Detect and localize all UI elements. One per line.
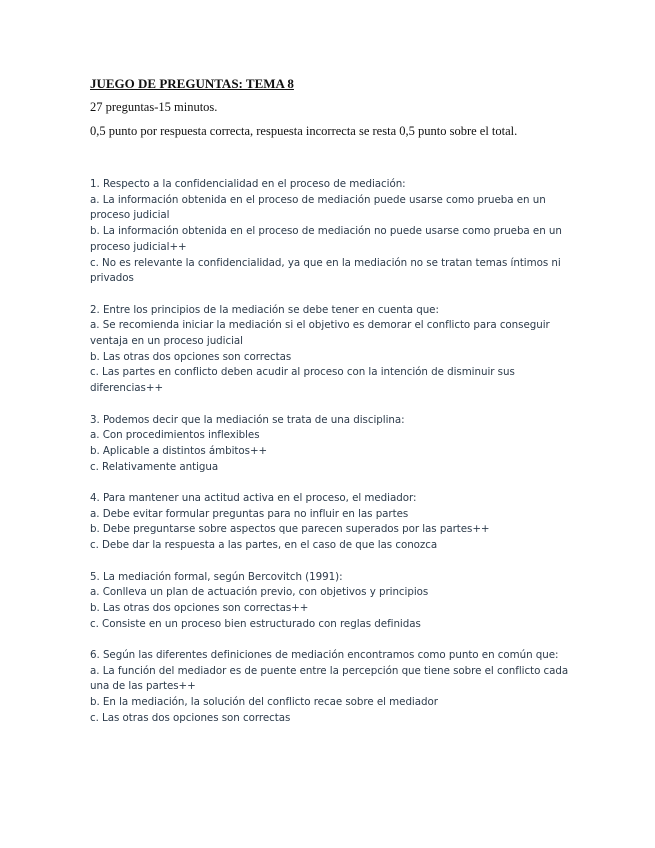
answer-option: b. Las otras dos opciones son correctas++ bbox=[90, 601, 309, 614]
question-block bbox=[90, 491, 570, 554]
answer-option: a. Debe evitar formular preguntas para no influir en las partes bbox=[90, 507, 409, 520]
question-text: 3. Podemos decir que la mediación se trata de una disciplina: bbox=[90, 413, 405, 426]
document-header bbox=[90, 76, 560, 148]
answer-option: a. La información obtenida en el proceso de mediación puede usarse como prueba en un proceso judicial bbox=[90, 193, 546, 222]
question-text: 5. La mediación formal, según Bercovitch (1991): bbox=[90, 570, 343, 583]
answer-option: b. Aplicable a distintos ámbitos++ bbox=[90, 444, 268, 457]
question-block bbox=[90, 648, 570, 727]
answer-option: b. La información obtenida en el proceso de mediación no puede usarse como prueba en un proceso judicial++ bbox=[90, 225, 562, 253]
answer-option: a. Se recomienda iniciar la mediación si el objetivo es demorar el conflicto para conseguir ventaja en un proceso judicial bbox=[90, 319, 550, 348]
answer-option: b. En la mediación, la solución del conflicto recae sobre el mediador bbox=[90, 696, 438, 709]
answer-option: b. Las otras dos opciones son correctas bbox=[90, 350, 292, 363]
answer-option: c. No es relevante la confidencialidad, ya que en la mediación no se tratan temas íntimos ni privados bbox=[90, 256, 561, 285]
answer-option: a. Conlleva un plan de actuación previo, con objetivos y principios bbox=[90, 586, 429, 599]
question-block bbox=[90, 413, 570, 476]
question-text: 4. Para mantener una actitud activa en el proceso, el mediador: bbox=[90, 492, 417, 505]
answer-option: c. Consiste en un proceso bien estructurado con reglas definidas bbox=[90, 617, 421, 630]
page-title: JUEGO DE PREGUNTAS: TEMA 8 bbox=[90, 76, 294, 91]
answer-option: c. Relativamente antigua bbox=[90, 460, 219, 473]
question-text: 1. Respecto a la confidencialidad en el proceso de mediación: bbox=[90, 178, 406, 190]
answer-option: c. Las otras dos opciones son correctas bbox=[90, 711, 291, 724]
question-text: 6. Según las diferentes definiciones de mediación encontramos como punto en común que: bbox=[90, 649, 559, 662]
quiz-info: 27 preguntas-15 minutos. bbox=[90, 100, 218, 114]
question-block bbox=[90, 570, 570, 633]
question-block bbox=[90, 177, 570, 287]
question-block bbox=[90, 303, 570, 397]
answer-option: b. Debe preguntarse sobre aspectos que parecen superados por las partes++ bbox=[90, 523, 490, 536]
question-list bbox=[90, 177, 570, 742]
scoring-rules: 0,5 punto por respuesta correcta, respuesta incorrecta se resta 0,5 punto sobre el total. bbox=[90, 124, 518, 138]
question-text: 2. Entre los principios de la mediación se debe tener en cuenta que: bbox=[90, 303, 439, 316]
answer-option: c. Debe dar la respuesta a las partes, en el caso de que las conozca bbox=[90, 539, 438, 552]
answer-option: a. Con procedimientos inflexibles bbox=[90, 429, 260, 442]
answer-option: a. La función del mediador es de puente entre la percepción que tiene sobre el conflicto cada una de las partes++ bbox=[90, 664, 569, 693]
answer-option: c. Las partes en conflicto deben acudir al proceso con la intención de disminuir sus diferencias++ bbox=[90, 366, 515, 395]
